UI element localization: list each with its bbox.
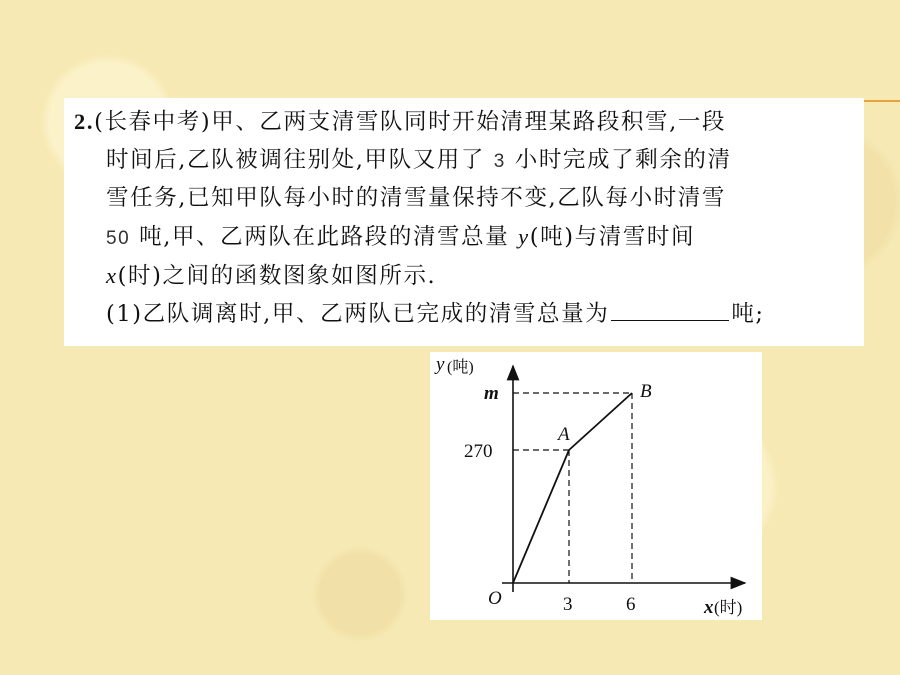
segment-ab: [569, 393, 632, 450]
problem-line-5: x(时)之间的函数图象如图所示.: [106, 263, 437, 289]
problem-text-box: [64, 98, 864, 346]
answer-blank[interactable]: [611, 296, 729, 321]
function-graph: [430, 352, 762, 620]
problem-line-1: 2.(长春中考)甲、乙两支清雪队同时开始清理某路段积雪,一段: [74, 109, 727, 135]
variable-y: y: [518, 223, 530, 249]
y-axis-label-unit: (吨): [447, 359, 474, 376]
problem-line-3: 雪任务,已知甲队每小时的清雪量保持不变,乙队每小时清雪: [106, 185, 727, 211]
x-tick-6: 6: [626, 594, 636, 615]
point-a-label: A: [558, 424, 570, 445]
origin-label: O: [488, 588, 502, 609]
problem-line-4: 50 吨,甲、乙两队在此路段的清雪总量 y(吨)与清雪时间: [106, 223, 696, 250]
segment-oa: [513, 450, 569, 583]
x-tick-3: 3: [563, 594, 573, 615]
y-axis-label-var: y: [436, 354, 445, 375]
problem-line-2: 时间后,乙队被调往别处,甲队又用了 3 小时完成了剩余的清: [106, 146, 732, 173]
rate-value: 50: [106, 227, 131, 249]
accent-line: [862, 100, 900, 102]
problem-line-6: (1)乙队调离时,甲、乙两队已完成的清雪总量为 吨;: [74, 296, 854, 334]
graph-svg: [430, 352, 762, 620]
x-axis-label-var: x: [704, 597, 714, 618]
question-number: 2.: [74, 109, 95, 134]
hours-value: 3: [493, 150, 506, 172]
y-tick-270: 270: [464, 441, 493, 462]
variable-x: x: [106, 263, 118, 288]
x-axis-label-unit: (时): [714, 598, 743, 617]
point-b-label: B: [640, 381, 652, 402]
y-tick-m: m: [484, 383, 499, 404]
